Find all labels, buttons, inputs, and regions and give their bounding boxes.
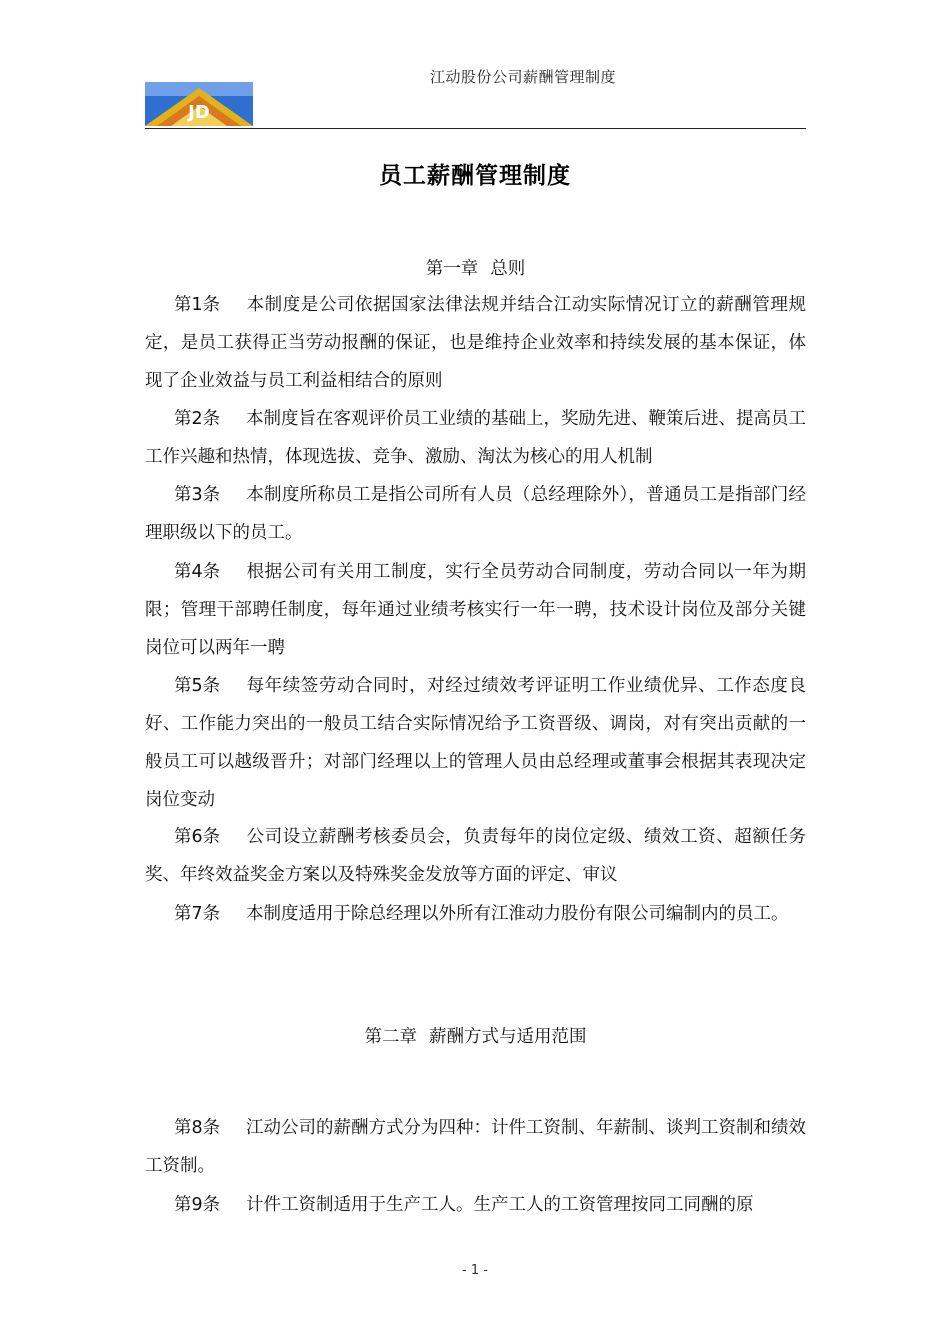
article-number: 第7条: [174, 904, 221, 924]
chapter-2-name: 薪酬方式与适用范围: [429, 1027, 587, 1047]
article: [145, 286, 806, 400]
logo-text: JD: [188, 102, 210, 123]
company-logo-icon: [145, 82, 253, 126]
article-text: 公司设立薪酬考核委员会，负责每年的岗位定级、绩效工资、超额任务奖、年终效益奖金方案以及特殊奖金发放等方面的评定、审议: [145, 827, 806, 885]
header-title: 江动股份公司薪酬管理制度: [430, 68, 617, 86]
article-number: 第4条: [174, 562, 221, 582]
article: [145, 400, 806, 476]
chapter-1-name: 总则: [490, 259, 526, 279]
chapter-1-heading: [145, 255, 806, 280]
page-number: - 1 -: [462, 1263, 488, 1278]
article-text: 本制度旨在客观评价员工业绩的基础上，奖励先进、鞭策后进、提高员工工作兴趣和热情，体现选拔、竞争、激励、淘汰为核心的用人机制: [145, 409, 806, 467]
article: [145, 895, 806, 933]
article: [145, 1186, 806, 1224]
document-title: 员工薪酬管理制度: [379, 163, 571, 189]
article-text: 本制度适用于除总经理以外所有江淮动力股份有限公司编制内的员工。: [246, 904, 789, 924]
article-number: 第8条: [174, 1118, 221, 1138]
article-text: 本制度是公司依据国家法律法规并结合江动实际情况订立的薪酬管理规定，是员工获得正当劳动报酬的保证，也是维持企业效率和持续发展的基本保证，体现了企业效益与员工利益相结合的原则: [145, 295, 806, 391]
article-text: 根据公司有关用工制度，实行全员劳动合同制度，劳动合同以一年为期限；管理干部聘任制度，每年通过业绩考核实行一年一聘，技术设计岗位及部分关键岗位可以两年一聘: [145, 562, 806, 658]
article-number: 第9条: [174, 1195, 221, 1215]
chapter-1-label: 第一章: [425, 259, 479, 279]
article-text: 江动公司的薪酬方式分为四种：计件工资制、年薪制、谈判工资制和绩效工资制。: [145, 1118, 806, 1176]
article: [145, 476, 806, 552]
article: [145, 1109, 806, 1185]
page-header: [145, 60, 806, 129]
article: [145, 818, 806, 894]
article-number: 第1条: [174, 295, 221, 315]
article: [145, 667, 806, 819]
article: [145, 553, 806, 667]
article-number: 第3条: [174, 485, 221, 505]
article-number: 第5条: [174, 676, 221, 696]
article-text: 每年续签劳动合同时，对经过绩效考评证明工作业绩优异、工作态度良好、工作能力突出的一般员工结合实际情况给予工资晋级、调岗，对有突出贡献的一般员工可以越级晋升；对部门经理以上的管理人员由总经理或董事会根据其表现决定岗位变动: [145, 676, 806, 810]
chapter-2-label: 第二章: [364, 1027, 417, 1047]
article-number: 第2条: [174, 409, 221, 429]
chapter-2-heading: [145, 1023, 806, 1048]
article-text: 本制度所称员工是指公司所有人员（总经理除外），普通员工是指部门经理职级以下的员工。: [145, 485, 806, 543]
article-text: 计件工资制适用于生产工人。生产工人的工资管理按同工同酬的原: [246, 1195, 754, 1215]
article-number: 第6条: [174, 827, 221, 847]
